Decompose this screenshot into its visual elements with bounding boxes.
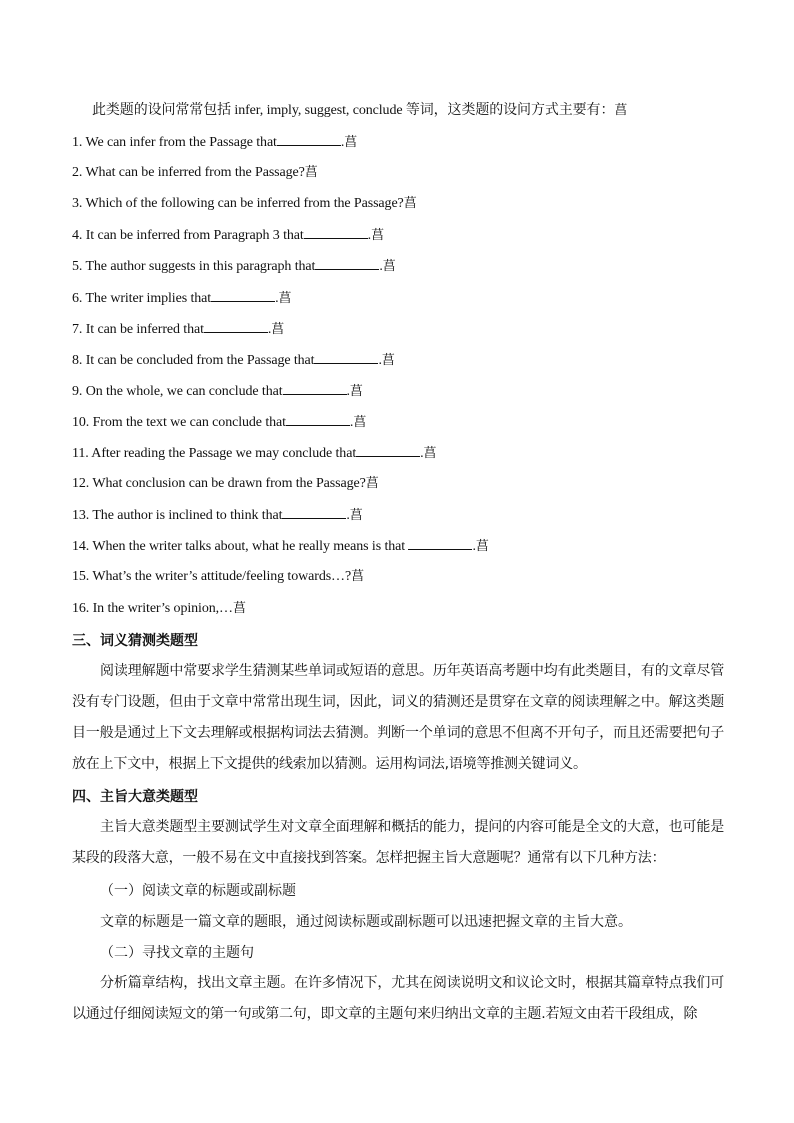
- question-text: 5. The author suggests in this paragraph that: [72, 259, 316, 274]
- trailing-mark: 菖: [349, 508, 363, 523]
- trailing-mark: 菖: [304, 165, 318, 180]
- section-3-heading: 三、词义猜测类题型: [72, 633, 198, 649]
- trailing-mark: 菖: [278, 291, 292, 306]
- question-text: 3. Which of the following can be inferred from the Passage?: [72, 196, 404, 211]
- trailing-mark: 菖: [381, 353, 395, 368]
- subsection-1-title: （一）阅读文章的标题或副标题: [100, 883, 296, 899]
- trailing-mark: 菖: [349, 384, 363, 399]
- question-punctuation: .: [367, 228, 372, 243]
- question-text: 8. It can be concluded from the Passage that: [72, 353, 315, 368]
- answer-blank: [286, 413, 350, 426]
- answer-blank: [283, 382, 347, 395]
- question-line: [72, 537, 724, 556]
- question-punctuation: .: [340, 135, 345, 150]
- intro-text: 此类题的设问常常包括 infer, imply, suggest, conclude 等词，这类题的设问方式主要有：: [92, 103, 615, 118]
- question-text: 12. What conclusion can be drawn from the Passage?: [72, 476, 366, 491]
- question-line: [72, 289, 724, 308]
- trailing-mark: 菖: [344, 135, 358, 150]
- question-punctuation: .: [275, 291, 279, 306]
- question-text: 11. After reading the Passage we may conclude that: [72, 446, 357, 461]
- question-text: 6. The writer implies that: [72, 291, 212, 306]
- question-text: 15. What’s the writer’s attitude/feeling towards…?: [72, 569, 352, 584]
- answer-blank: [277, 133, 341, 146]
- trailing-mark: 菖: [365, 476, 379, 491]
- trailing-mark: 菖: [382, 259, 396, 274]
- trailing-mark: 菖: [371, 228, 384, 243]
- question-text: 13. The author is inclined to think that: [72, 508, 283, 523]
- question-punctuation: .: [379, 259, 383, 274]
- question-line: [72, 475, 724, 493]
- question-line: [72, 257, 724, 276]
- question-text: 9. On the whole, we can conclude that: [72, 384, 283, 399]
- question-line: [72, 600, 724, 618]
- question-line: [72, 133, 724, 152]
- question-line: [72, 226, 724, 245]
- answer-blank: [211, 289, 275, 302]
- trailing-mark: 菖: [353, 415, 367, 430]
- trailing-mark: 菖: [271, 322, 285, 337]
- trailing-mark: 菖: [351, 569, 364, 584]
- question-line: [72, 195, 724, 213]
- question-line: [72, 320, 724, 339]
- question-text: 2. What can be inferred from the Passage?: [72, 165, 305, 180]
- answer-blank: [408, 537, 472, 550]
- question-text: 14. When the writer talks about, what he really means is that: [72, 539, 409, 554]
- trailing-mark: 菖: [232, 601, 246, 616]
- answer-blank: [314, 351, 378, 364]
- question-punctuation: .: [420, 446, 424, 461]
- question-punctuation: .: [472, 539, 476, 554]
- trailing-mark: 菖: [475, 539, 489, 554]
- answer-blank: [204, 320, 268, 333]
- answer-blank: [356, 444, 420, 457]
- trailing-mark: 菖: [403, 196, 417, 211]
- question-text: 10. From the text we can conclude that: [72, 415, 286, 430]
- question-punctuation: .: [346, 384, 350, 399]
- intro-line: [92, 102, 744, 120]
- question-line: [72, 382, 724, 401]
- answer-blank: [315, 257, 379, 270]
- section-4-heading: 四、主旨大意类题型: [72, 789, 198, 805]
- question-punctuation: .: [378, 353, 382, 368]
- section-4-paragraph: 主旨大意类题型主要测试学生对文章全面理解和概括的能力，提问的内容可能是全文的大意，也可能是某段的段落大意，一般不易在文中直接找到答案。怎样把握主旨大意题呢？通常有以下几种方法：: [72, 819, 724, 866]
- trailing-mark: 菖: [614, 103, 628, 118]
- subsection-2-title: （二）寻找文章的主题句: [100, 945, 254, 961]
- question-line: [72, 506, 724, 525]
- answer-blank: [282, 506, 346, 519]
- answer-blank: [304, 226, 368, 239]
- question-line: [72, 568, 724, 586]
- question-text: 16. In the writer’s opinion,…: [72, 601, 233, 616]
- question-line: [72, 164, 724, 182]
- subsection-1-text: 文章的标题是一篇文章的题眼，通过阅读标题或副标题可以迅速把握文章的主旨大意。: [100, 914, 632, 930]
- subsection-2-text: 分析篇章结构，找出文章主题。在许多情况下，尤其在阅读说明文和议论文时，根据其篇章特点我们可以通过仔细阅读短文的第一句或第二句，即文章的主题句来归纳出文章的主题.若短文由若干段组成，除: [72, 975, 724, 1022]
- question-text: 1. We can infer from the Passage that: [72, 135, 277, 150]
- section-3-paragraph: 阅读理解题中常要求学生猜测某些单词或短语的意思。历年英语高考题中均有此类题目，有的文章尽管没有专门设题，但由于文章中常常出现生词，因此，词义的猜测还是贯穿在文章的阅读理解之中。解这类题目一般是通过上下文去理解或根据构词法去猜测。判断一个单词的意思不但离不开句子，而且还需要把句子放在上下文中，根据上下文提供的线索加以猜测。运用构词法,语境等推测关键词义。: [72, 663, 724, 772]
- question-text: 7. It can be inferred that: [72, 322, 204, 337]
- question-line: [72, 351, 724, 370]
- question-punctuation: .: [349, 415, 354, 430]
- trailing-mark: 菖: [423, 446, 437, 461]
- question-punctuation: .: [267, 322, 272, 337]
- question-punctuation: .: [346, 508, 350, 523]
- question-line: [72, 444, 724, 463]
- question-line: [72, 413, 724, 432]
- question-text: 4. It can be inferred from Paragraph 3 that: [72, 228, 304, 243]
